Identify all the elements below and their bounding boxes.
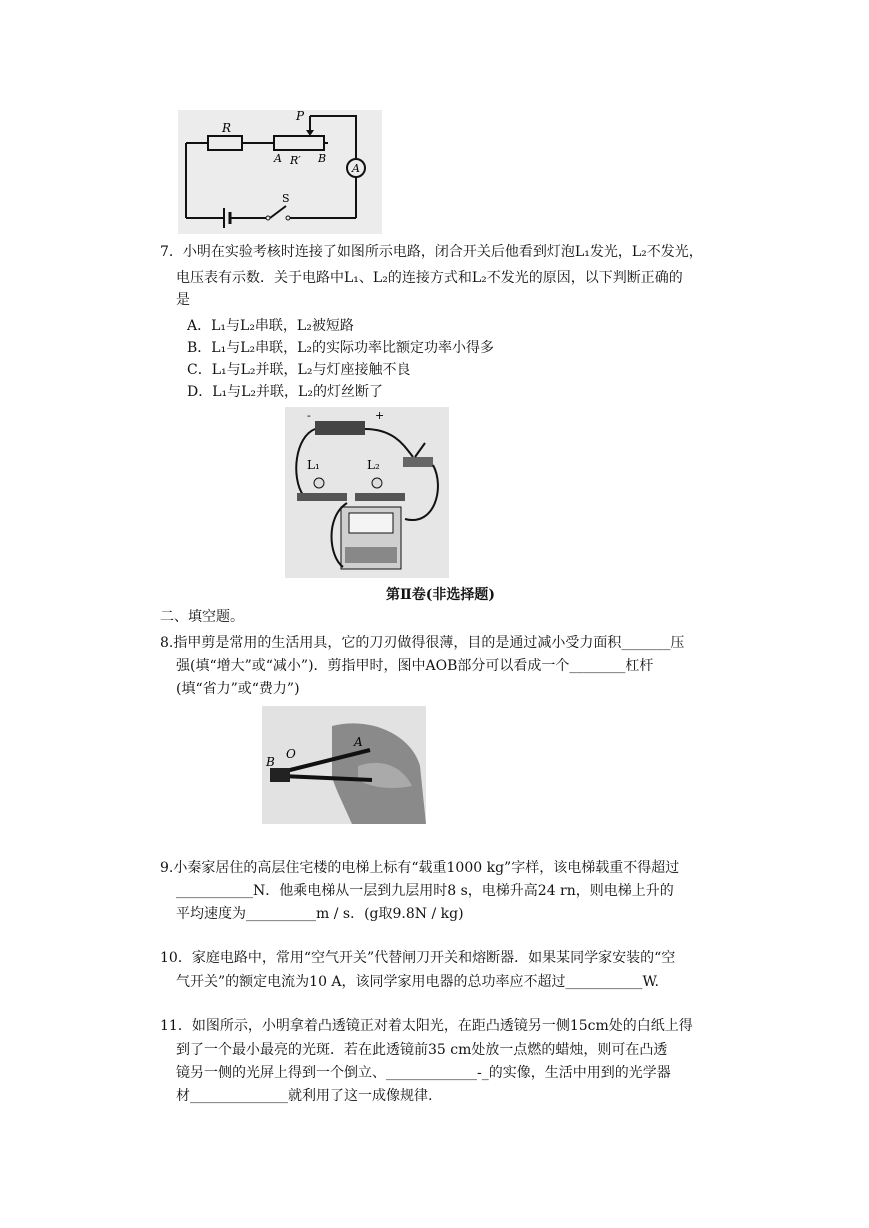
question-11-line-2: 到了一个最小最亮的光斑．若在此透镜前35 cm处放一点燃的蜡烛，则可在凸透 — [176, 1042, 668, 1058]
svg-text:A: A — [354, 735, 363, 749]
question-8-line-2: 强(填“增大”或“减小”)．剪指甲时，图中AOB部分可以看成一个________杠杆 — [176, 658, 654, 674]
svg-text:P: P — [296, 110, 305, 123]
nail-clipper-photo-icon — [262, 706, 426, 824]
svg-text:O: O — [286, 747, 296, 761]
svg-text:L₁: L₁ — [307, 458, 320, 472]
svg-text:R′: R′ — [290, 154, 301, 167]
svg-text:A: A — [274, 152, 282, 165]
question-11-line-3: 镜另一侧的光屏上得到一个倒立、_____________-_的实像，生活中用到的光学器 — [176, 1065, 671, 1081]
svg-text:-: - — [307, 409, 311, 422]
svg-text:L₂: L₂ — [367, 458, 380, 472]
question-7-line-3: 是 — [176, 292, 190, 308]
question-7-option-c: C．L₁与L₂并联，L₂与灯座接触不良 — [187, 362, 411, 378]
question-11-line-4: 材______________就利用了这一成像规律. — [176, 1088, 433, 1104]
svg-text:S: S — [282, 192, 290, 205]
question-8-line-3: (填“省力”或“费力”) — [176, 681, 300, 697]
question-9-line-2: ___________N．他乘电梯从一层到九层用时8 s，电梯升高24 rn，则电梯上升的 — [176, 883, 674, 899]
circuit-figure-bulbs — [285, 407, 449, 578]
circuit-figure-rheostat — [178, 110, 382, 234]
question-9-line-3: 平均速度为__________m / s．(g取9.8N / kg) — [176, 906, 464, 922]
svg-text:A: A — [352, 162, 360, 175]
circuit-diagram-icon — [178, 110, 382, 234]
svg-text:B: B — [266, 755, 275, 769]
question-7-line-2: 电压表有示数．关于电路中L₁、L₂的连接方式和L₂不发光的原因，以下判断正确的 — [176, 270, 683, 286]
svg-text:R: R — [222, 121, 232, 135]
svg-text:+: + — [375, 409, 385, 422]
question-7-option-b: B．L₁与L₂串联，L₂的实际功率比额定功率小得多 — [187, 340, 495, 356]
nail-clipper-figure — [262, 706, 426, 824]
question-10-line-2: 气开关”的额定电流为10 A，该同学家用电器的总功率应不超过___________W. — [176, 974, 659, 990]
question-9-line-1: 9.小秦家居住的高层住宅楼的电梯上标有“载重1000 kg”字样，该电梯载重不得超过 — [160, 860, 680, 876]
bulb-circuit-photo-icon — [285, 407, 449, 578]
question-8-line-1: 8.指甲剪是常用的生活用具，它的刀刃做得很薄，目的是通过减小受力面积_______压 — [160, 635, 685, 651]
question-7-option-d: D．L₁与L₂并联，L₂的灯丝断了 — [187, 384, 383, 400]
section-subheading: 二、填空题。 — [160, 609, 244, 625]
section-heading: 第Ⅱ卷(非选择题) — [386, 587, 496, 603]
question-7-option-a: A．L₁与L₂串联，L₂被短路 — [187, 318, 354, 334]
question-10-line-1: 10．家庭电路中，常用“空气开关”代替闸刀开关和熔断器．如果某同学家安装的“空 — [160, 950, 676, 966]
question-11-line-1: 11．如图所示，小明拿着凸透镜正对着太阳光，在距凸透镜另一侧15cm处的白纸上得 — [160, 1018, 693, 1034]
svg-text:B: B — [318, 152, 327, 165]
question-7-line-1: 7．小明在实验考核时连接了如图所示电路，闭合开关后他看到灯泡L₁发光，L₂不发光， — [160, 244, 703, 260]
